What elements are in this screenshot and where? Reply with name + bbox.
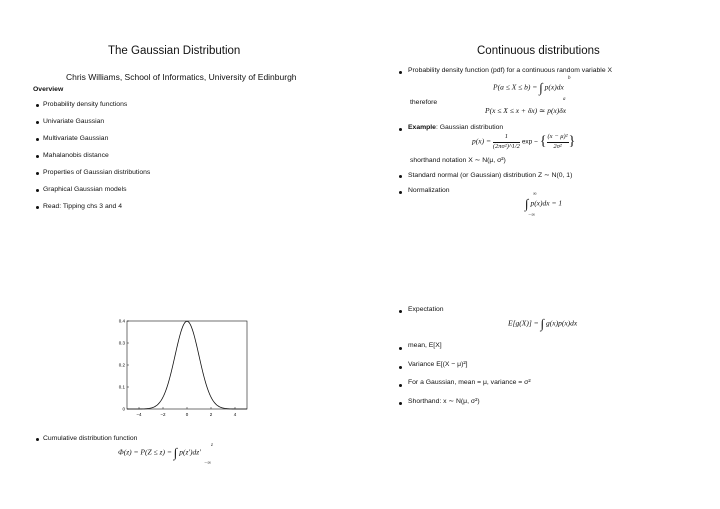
list-item: Read: Tipping chs 3 and 4 xyxy=(43,203,122,210)
integral-icon: ∫ xyxy=(540,316,545,331)
bullet-icon xyxy=(36,189,39,192)
right-slide-title: Continuous distributions xyxy=(477,45,600,57)
pdf-formula-rhs: p(x)dx xyxy=(544,82,564,92)
shorthand-line: shorthand notation X ∼ N(μ, σ²) xyxy=(410,157,506,164)
therefore-text: therefore xyxy=(410,99,438,106)
cdf-formula xyxy=(118,443,213,466)
expectation-formula xyxy=(508,316,577,332)
gauss-exp-num: (x − μ)² xyxy=(547,134,569,143)
bullet-icon xyxy=(36,138,39,141)
overview-heading: Overview xyxy=(33,86,64,93)
list-item: Mahalanobis distance xyxy=(43,152,109,159)
cdf-formula-rhs: p(z′)dz′ xyxy=(179,447,201,457)
left-brace-icon: { xyxy=(539,134,547,149)
approx-formula: P(x ≤ X ≤ x + δx) ≃ p(x)δx xyxy=(485,106,567,115)
left-slide-title: The Gaussian Distribution xyxy=(108,45,241,57)
pdf-bullet: Probability density function (pdf) for a continuous random variable X xyxy=(408,67,613,74)
bullet-icon xyxy=(36,121,39,124)
cdf-lower-limit: −∞ xyxy=(204,461,211,466)
variance-bullet: Variance E[(X − μ)²] xyxy=(408,361,468,368)
y-tick-label: 0.3 xyxy=(118,340,125,346)
bullet-icon xyxy=(399,310,402,313)
x-tick-label: 2 xyxy=(209,412,213,417)
pdf-formula xyxy=(493,76,571,102)
pdf-formula-lhs: P(a ≤ X ≤ b) = xyxy=(493,82,538,92)
cdf-upper-limit: z xyxy=(211,443,213,448)
integral-icon: ∫ xyxy=(173,445,178,460)
list-item: Univariate Gaussian xyxy=(43,118,105,125)
bullet-icon xyxy=(399,402,402,405)
x-tick-label: −2 xyxy=(160,412,166,417)
list-item: Graphical Gaussian models xyxy=(43,186,127,193)
gaussian-mean-var-bullet: For a Gaussian, mean = μ, variance = σ² xyxy=(408,379,531,386)
gauss-exp: exp − xyxy=(521,138,538,146)
y-tick-label: 0.2 xyxy=(118,362,125,368)
exp-formula-lhs: E[g(X)] = xyxy=(508,318,539,328)
example-text: : Gaussian distribution xyxy=(435,124,504,131)
gauss-den: (2πσ²)^1/2 xyxy=(492,142,520,150)
x-tick-label: 4 xyxy=(233,412,237,417)
pdf-lower-limit: a xyxy=(563,97,566,102)
norm-lower-limit: −∞ xyxy=(528,213,535,218)
bullet-icon xyxy=(399,384,402,387)
exp-formula-rhs: g(x)p(x)dx xyxy=(546,318,578,328)
list-item: Probability density functions xyxy=(43,101,128,108)
gauss-num: 1 xyxy=(493,134,520,143)
normalization-bullet: Normalization xyxy=(408,187,450,194)
x-tick-label: −4 xyxy=(136,412,142,417)
pdf-curve xyxy=(127,321,247,409)
expectation-bullet: Expectation xyxy=(408,306,444,313)
gauss-lhs: p(x) = xyxy=(472,136,492,146)
right-brace-icon: } xyxy=(568,134,576,149)
integral-icon: ∫ xyxy=(539,80,543,95)
gauss-exp-fraction xyxy=(547,134,569,150)
bullet-icon xyxy=(399,191,402,194)
shorthand-bullet: Shorthand: x ∼ N(μ, σ²) xyxy=(408,398,480,405)
bullet-icon xyxy=(399,128,402,131)
y-tick-label: 0 xyxy=(122,406,125,412)
gauss-exp-den: 2σ² xyxy=(553,142,562,150)
bullet-icon xyxy=(399,366,402,369)
integral-icon: ∫ xyxy=(525,196,529,211)
bullet-icon xyxy=(399,175,402,178)
cdf-bullet: Cumulative distribution function xyxy=(43,435,138,442)
bullet-icon xyxy=(399,71,402,74)
list-item: Properties of Gaussian distributions xyxy=(43,169,151,176)
std-normal-bullet: Standard normal (or Gaussian) distribution Z ∼ N(0, 1) xyxy=(408,172,573,179)
plot-frame xyxy=(127,321,247,409)
normalization-formula xyxy=(525,192,563,218)
gauss-fraction xyxy=(493,134,520,150)
y-tick-label: 0.1 xyxy=(118,384,125,390)
y-tick-label: 0.4 xyxy=(118,318,125,324)
x-tick-label: 0 xyxy=(185,412,189,417)
norm-upper-limit: ∞ xyxy=(533,192,537,197)
cdf-formula-lhs: Φ(z) = P(Z ≤ z) = xyxy=(118,447,172,457)
example-label: Example xyxy=(408,124,436,131)
pdf-upper-limit: b xyxy=(568,76,571,81)
norm-formula: p(x)dx = 1 xyxy=(530,198,563,208)
bullet-icon xyxy=(36,172,39,175)
bullet-icon xyxy=(36,438,39,441)
mean-bullet: mean, E[X] xyxy=(408,342,442,349)
bullet-icon xyxy=(36,206,39,209)
list-item: Multivariate Gaussian xyxy=(43,135,109,142)
gaussian-formula xyxy=(472,134,575,150)
gaussian-pdf-plot xyxy=(110,312,270,422)
bullet-icon xyxy=(36,104,39,107)
author-line: Chris Williams, School of Informatics, University of Edinburgh xyxy=(66,72,297,82)
bullet-icon xyxy=(399,347,402,350)
example-line xyxy=(408,124,503,131)
bullet-icon xyxy=(36,155,39,158)
